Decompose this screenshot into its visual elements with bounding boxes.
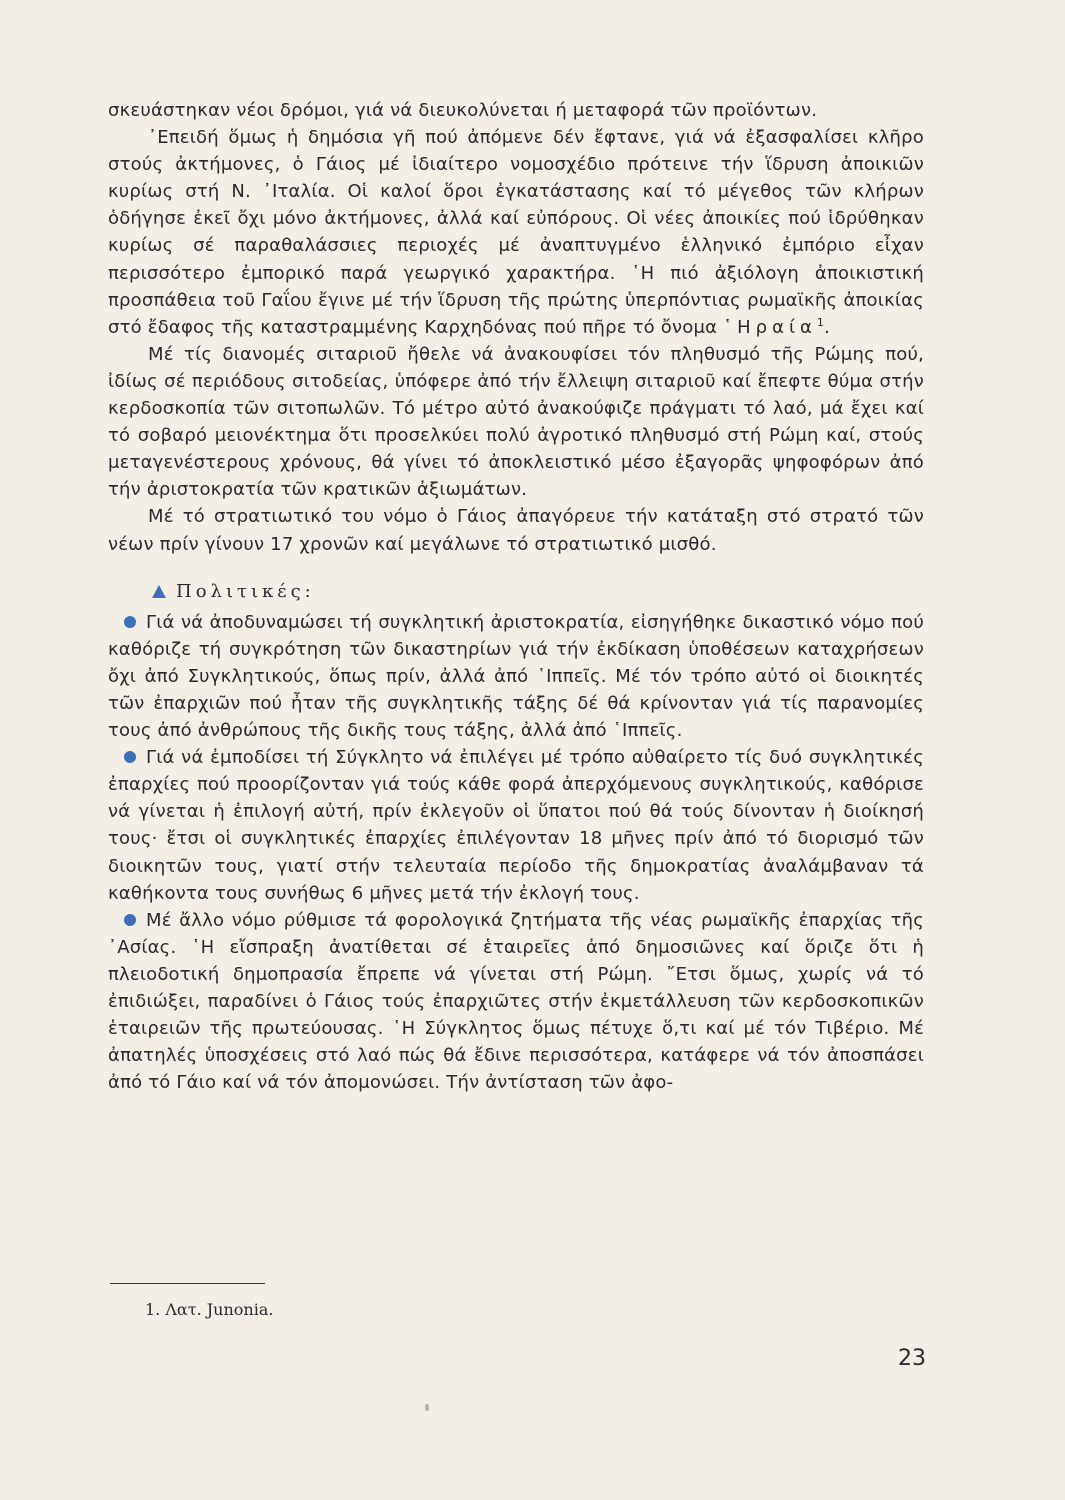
paragraph-military: Μέ τό στρατιωτικό του νόμο ὁ Γάιος ἀπαγόρευε τήν κατάταξη στό στρατό τῶν νέων πρίν γίνουν 17 χρονῶν καί μεγάλωνε τό στρατιωτικό μισθό. (108, 506, 924, 555)
bullet-dot-icon (124, 616, 136, 628)
paragraph-grain: Μέ τίς διανομές σιταριοῦ ἤθελε νά ἀνακουφίσει τόν πληθυσμό τῆς Ρώμης πού, ἰδίως σέ περιόδους σιτοδείας, ὑπόφερε ἀπό τήν ἔλλειψη σιταριοῦ καί ἔπεφτε θύμα στήν κερδοσκοπία τῶν σιτοπωλῶν. Τό μέτρο αὐτό ἀνακούφιζε πράγματι τό λαό, μά ἔχει καί τό σοβαρό μειονέκτημα ὅτι προσελκύει πολύ ἀγροτικό πληθυσμό στή Ρώμη καί, στούς μεταγενέστερους χρόνους, θά γίνει τό ἀποκλειστικό μέσο ἐξαγορᾶς ψηφοφόρων ἀπό τήν ἀριστοκρατία τῶν κρατικῶν ἀξιωμάτων. (108, 343, 924, 501)
bullet-dot-icon (124, 751, 136, 763)
paragraph-continuation: σκευάστηκαν νέοι δρόμοι, γιά νά διευκολύνεται ή μεταφορά τῶν προϊόντων. (108, 100, 818, 121)
paragraph-colonies-text: ᾿Επειδή ὅμως ἡ δημόσια γῆ πού ἀπόμενε δέν ἔφτανε, γιά νά ἐξασφαλίσει κλῆρο στούς ἀκτήμονες, ὁ Γάιος μέ ἰδιαίτερο νομοσχέδιο πρότεινε τήν ἵδρυση ἀποικιῶν κυρίως στή Ν. ᾿Ιταλία. Οἱ καλοί ὅροι ἐγκατάστασης καί τό μέγεθος τῶν κλήρων ὁδήγησε ἐκεῖ ὄχι μόνο ἀκτήμονες, ἀλλά καί εὐπόρους. Οἱ νέες ἀποικίες πού ἱδρύθηκαν κυρίως σέ παραθαλάσσιες περιοχές μέ ἀναπτυγμένο ἑλληνικό ἐμπόριο εἶχαν περισσότερο ἐμπορικό παρά γεωργικό χαρακτήρα. ῾Η πιό ἀξιόλογη ἀποικιστική προσπάθεια τοῦ Γαΐου ἔγινε μέ τήν ἵδρυση τῆς πρώτης ὑπερπόντιας ρωμαϊκῆς ἀποικίας στό ἔδαφος τῆς καταστραμμένης Καρχηδόνας πού πῆρε τό ὄνομα (108, 127, 924, 338)
bullet-text-1: Γιά νά ἀποδυναμώσει τή συγκλητική ἀριστοκρατία, εἰσηγήθηκε δικαστικό νόμο πού καθόριζε τή συγκρότηση τῶν δικαστηρίων γιά τήν ἐκδίκαση ὑποθέσεων καταχρήσεων ὄχι ἀπό Συγκλητικούς, ὅπως πρίν, ἀλλά ἀπό ῾Ιππεῖς. Μέ τόν τρόπο αὐτό οἱ διοικητές τῶν ἐπαρχιῶν πού ἦταν τῆς συγκλητικῆς τάξης δέ θά κρίνονταν γιά τίς παρανομίες τους ἀπό ἀνθρώπους τῆς δικῆς τους τάξης, ἀλλά ἀπό ῾Ιππεῖς. (108, 611, 924, 742)
bullet-text-3: Μέ ἄλλο νόμο ρύθμισε τά φορολογικά ζητήματα τῆς νέας ρωμαϊκῆς ἐπαρχίας τῆς ᾿Ασίας. ῾Η εἴσπραξη ἀνατίθεται σέ ἑταιρεῖες ἀπό δημοσιῶνες καί ὅριζε ὅτι ἡ πλειοδοτική δημοπρασία ἔπρεπε νά γίνεται στή Ρώμη. ῎Ετσι ὅμως, χωρίς νά τό ἐπιδιώξει, παραδίνει ὁ Γάιος τούς ἐπαρχιῶτες στήν ἐκμετάλλευση τῶν κερδοσκοπικῶν ἑταιρειῶν τῆς πρωτεύουσας. ῾Η Σύγκλητος ὅμως πέτυχε ὅ,τι καί μέ τόν Τιβέριο. Μέ ἀπατηλές ὑποσχέσεις στό λαό πώς θά ἔδινε περισσότερα, κατάφερε νά τόν ἀποσπάσει ἀπό τό Γάιο καί νά τόν ἀπομονώσει. Τήν ἀντίσταση τῶν ἀφο- (108, 909, 924, 1094)
section-heading (108, 578, 924, 605)
bullet-dot-icon (124, 914, 136, 926)
footnote: 1. Λατ. Junonia. (145, 1300, 274, 1319)
triangle-icon (152, 585, 166, 598)
bullet-text-2: Γιά νά ἐμποδίσει τή Σύγκλητο νά ἐπιλέγει μέ τρόπο αὐθαίρετο τίς δυό συγκλητικές ἐπαρχίες πού προορίζονταν γιά τούς κάθε φορά ἀπερχόμενους συγκλητικούς, καθόρισε νά γίνεται ἡ ἐπιλογή αὐτή, πρίν ἐκλεγοῦν οἱ ὕπατοι πού θά τούς δίνονταν ἡ διοίκησή τους· ἔτσι οἱ συγκλητικές ἐπαρχίες ἐπιλέγονταν 18 μῆνες πρίν ἀπό τό διορισμό τῶν διοικητῶν τους, γιατί στήν τελευταία περίοδο τῆς δημοκρατίας ἀναλάμβαναν τά καθήκοντα τους συνήθως 6 μῆνες μετά τήν ἐκλογή τους. (108, 747, 924, 904)
paper-speck (425, 1404, 429, 1411)
paragraph-colonies (108, 124, 924, 341)
page-number: 23 (898, 1346, 926, 1371)
bullet-paragraph-3 (108, 907, 924, 1097)
paragraph-colonies-end: . (824, 316, 831, 338)
colony-name: ῾Ηραία (723, 316, 817, 338)
bullet-paragraph-1 (108, 609, 924, 744)
bullet-paragraph-2 (108, 744, 924, 907)
footnote-marker: 1 (816, 315, 825, 329)
body-text (108, 97, 924, 1096)
section-heading-text: Πολιτικές: (176, 580, 315, 602)
footnote-divider (110, 1283, 265, 1284)
